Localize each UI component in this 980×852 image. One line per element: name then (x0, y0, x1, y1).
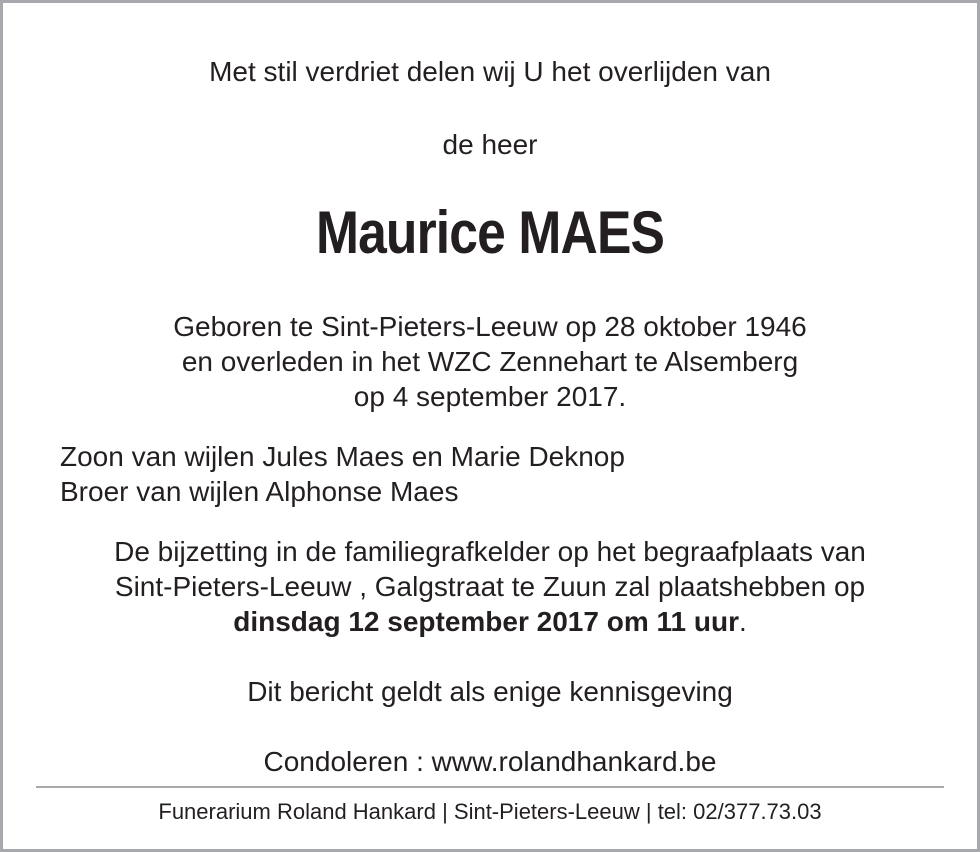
ceremony-line-1: De bijzetting in de familiegrafkelder op het begraafplaats van (114, 536, 866, 567)
relation-line-1: Zoon van wijlen Jules Maes en Marie Deknop (60, 441, 625, 472)
condolence-line: Condoleren : www.rolandhankard.be (263, 746, 717, 777)
deceased-name: Maurice MAES (315, 199, 665, 266)
ceremony-line-2: Sint-Pieters-Leeuw , Galgstraat te Zuun zal plaatshebben op (114, 571, 866, 602)
intro-line: Met stil verdriet delen wij U het overlijden van (209, 56, 771, 87)
birth-line-2: en overleden in het WZC Zennehart te Alsemberg (181, 346, 799, 377)
notice-line: Dit bericht geldt als enige kennisgeving (247, 676, 733, 707)
ceremony-period: . (738, 606, 747, 637)
ceremony-date: dinsdag 12 september 2017 om 11 uur (233, 606, 739, 637)
footer-divider (36, 786, 944, 788)
birth-line-1: Geboren te Sint-Pieters-Leeuw op 28 oktober 1946 (173, 311, 807, 342)
birth-line-3: op 4 september 2017. (353, 381, 627, 412)
honorific: de heer (442, 129, 538, 160)
relation-line-2: Broer van wijlen Alphonse Maes (60, 476, 459, 507)
footer-text: Funerarium Roland Hankard | Sint-Pieters-Leeuw | tel: 02/377.73.03 (158, 799, 822, 824)
ceremony-date-line (0, 605, 980, 639)
